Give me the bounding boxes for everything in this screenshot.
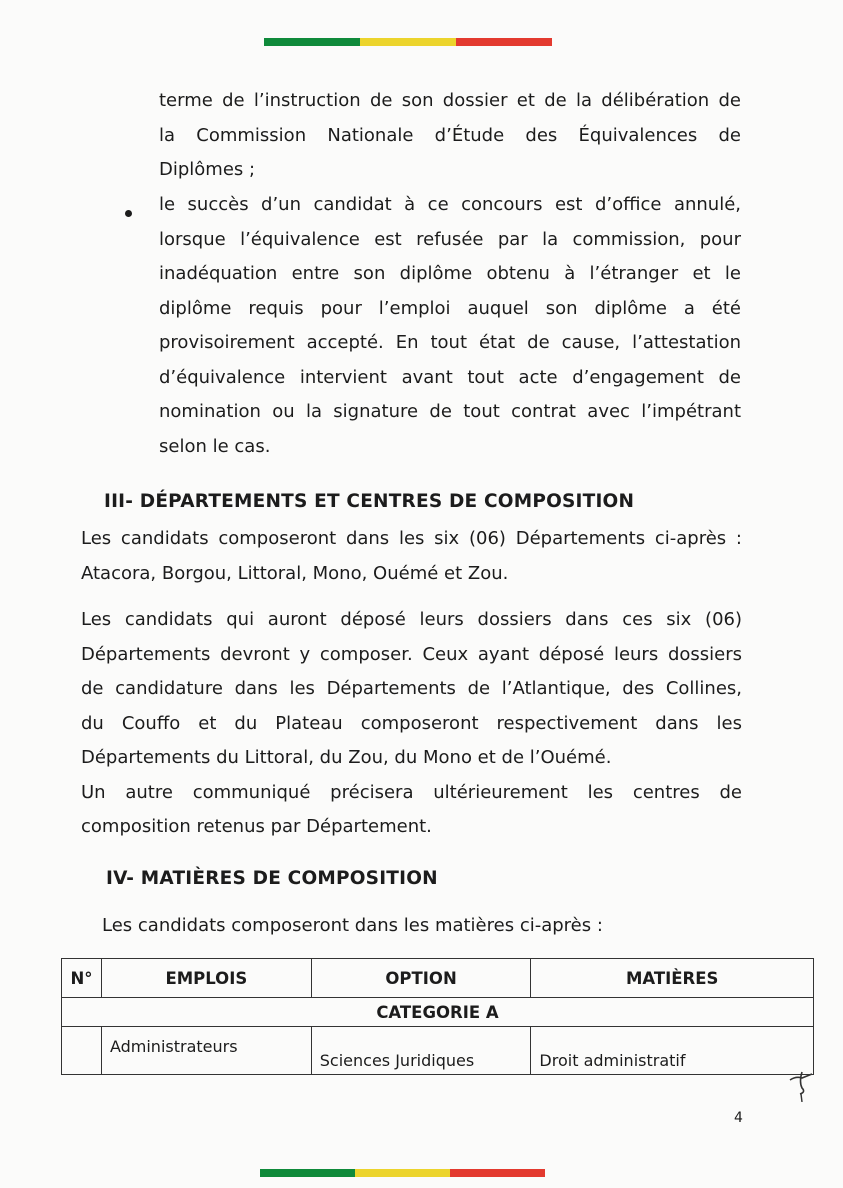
category-row xyxy=(62,998,814,1027)
text-line: provisoirement accepté. En tout état de cause, l’attestation xyxy=(159,332,741,353)
text-line: Un autre communiqué précisera ultérieurement les centres de xyxy=(81,781,742,803)
flag-yellow-stripe xyxy=(360,38,456,46)
bullet-point-icon xyxy=(125,210,132,217)
text-line: Les candidats composeront dans les six (06) Départements ci-après : xyxy=(81,528,742,549)
text-line: Atacora, Borgou, Littoral, Mono, Ouémé et Zou. xyxy=(81,562,509,584)
section-4-heading: IV- MATIÈRES DE COMPOSITION xyxy=(106,868,438,889)
text-line: le succès d’un candidat à ce concours est d’office annulé, xyxy=(159,194,741,215)
text-line: inadéquation entre son diplôme obtenu à l’étranger et le xyxy=(159,263,741,284)
col-header-option: OPTION xyxy=(311,959,531,998)
cell-option: Sciences Juridiques xyxy=(311,1027,531,1075)
flag-band-top xyxy=(264,38,552,46)
flag-red-stripe xyxy=(450,1169,545,1177)
text-line: lorsque l’équivalence est refusée par la commission, pour xyxy=(159,228,741,250)
cell-number xyxy=(62,1027,102,1075)
text-line: Les candidats composeront dans les matières ci-après : xyxy=(102,915,603,936)
subjects-table xyxy=(61,958,814,1075)
text-line: de candidature dans les Départements de l’Atlantique, des Collines, xyxy=(81,678,742,699)
text-line: la Commission Nationale d’Étude des Équivalences de xyxy=(159,124,741,146)
col-header-matieres: MATIÈRES xyxy=(531,959,814,998)
section-3-paragraph-1 xyxy=(81,522,742,591)
section-3-heading: III- DÉPARTEMENTS ET CENTRES DE COMPOSITION xyxy=(104,491,635,512)
text-line: nomination ou la signature de tout contrat avec l’impétrant xyxy=(159,401,741,422)
table-row xyxy=(62,1027,814,1075)
section-3-paragraph-2 xyxy=(81,603,742,845)
text-line: Départements du Littoral, du Zou, du Mono et de l’Ouémé. xyxy=(81,747,612,768)
text-line: terme de l’instruction de son dossier et de la délibération de xyxy=(159,90,741,111)
text-line: Les candidats qui auront déposé leurs dossiers dans ces six (06) xyxy=(81,609,742,630)
flag-green-stripe xyxy=(260,1169,355,1177)
flag-red-stripe xyxy=(456,38,552,46)
text-line: composition retenus par Département. xyxy=(81,816,432,837)
handwritten-initial-icon xyxy=(786,1068,816,1102)
col-header-number: N° xyxy=(62,959,102,998)
text-line: diplôme requis pour l’emploi auquel son diplôme a été xyxy=(159,297,741,319)
cell-emplois: Administrateurs xyxy=(101,1027,311,1075)
bullet-continuation xyxy=(159,84,741,188)
text-line: du Couffo et du Plateau composeront respectivement dans les xyxy=(81,712,742,734)
flag-band-bottom xyxy=(260,1169,545,1177)
col-header-emplois: EMPLOIS xyxy=(101,959,311,998)
category-label: CATEGORIE A xyxy=(62,998,814,1027)
text-line: Départements devront y composer. Ceux ayant déposé leurs dossiers xyxy=(81,643,742,665)
cell-matieres: Droit administratif xyxy=(531,1027,814,1075)
section-4-intro xyxy=(102,909,742,944)
table-header-row xyxy=(62,959,814,998)
flag-yellow-stripe xyxy=(355,1169,450,1177)
bullet-item xyxy=(159,188,741,464)
flag-green-stripe xyxy=(264,38,360,46)
text-line: selon le cas. xyxy=(159,435,271,457)
text-line: Diplômes ; xyxy=(159,159,256,180)
page-number: 4 xyxy=(734,1110,743,1126)
text-line: d’équivalence intervient avant tout acte d’engagement de xyxy=(159,366,741,388)
